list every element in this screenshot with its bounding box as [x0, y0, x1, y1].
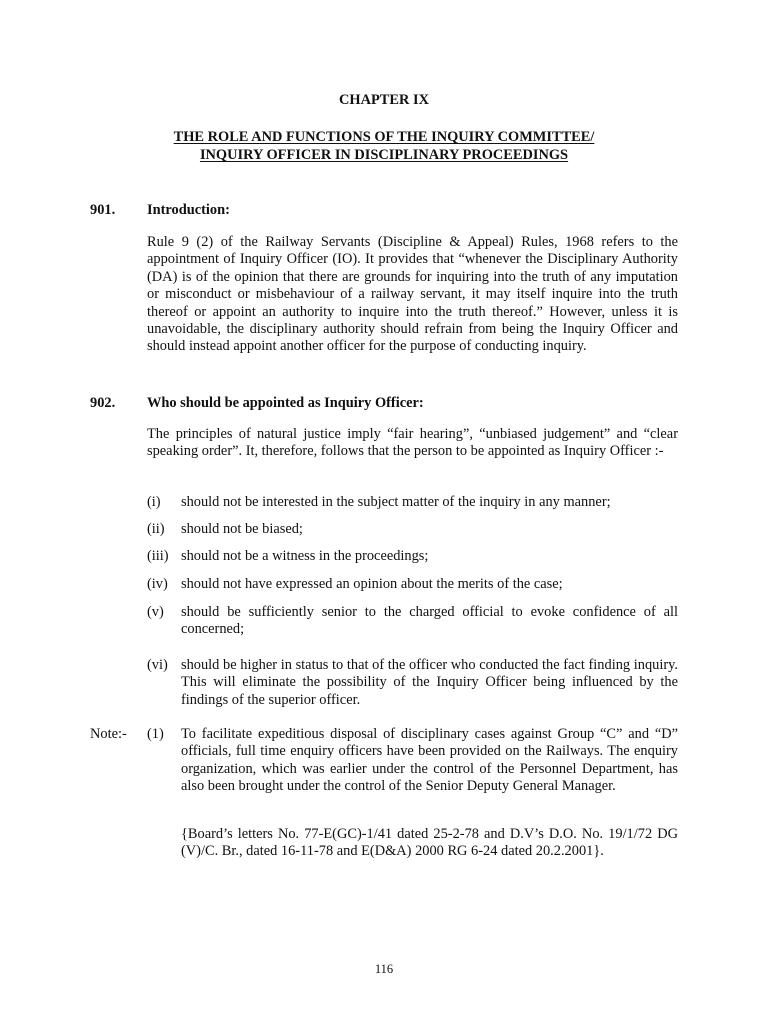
note-number: (1) [147, 726, 164, 742]
list-item-text: should not have expressed an opinion about the merits of the case; [181, 576, 563, 592]
note-reference: {Board’s letters No. 77-E(GC)-1/41 dated 25-2-78 and D.V’s D.O. No. 19/1/72 DG (V)/C. Br., dated 16-11-78 and E(D&A) 2000 RG 6-24 dated 20.2.2001}. [181, 826, 678, 860]
list-item-number: (i) [147, 494, 161, 510]
section-number-901: 901. [90, 202, 116, 218]
page-number: 116 [374, 962, 394, 976]
chapter-heading: CHAPTER IX [339, 92, 429, 108]
section-number-902: 902. [90, 395, 116, 411]
note-text: To facilitate expeditious disposal of disciplinary cases against Group “C” and “D” officials, full time enquiry officers have been provided on the Railways. The enquiry organization, which was earlier under the control of the Personnel Department, has also been brought under the control of the Senior Deputy General Manager. [181, 726, 678, 795]
list-item-text: should be sufficiently senior to the charged official to evoke confidence of all concerned; [181, 604, 678, 638]
list-item-text: should not be biased; [181, 521, 303, 537]
list-item-number: (ii) [147, 521, 165, 537]
list-item-number: (v) [147, 604, 164, 620]
chapter-title-line-1: THE ROLE AND FUNCTIONS OF THE INQUIRY COMMITTEE/ [173, 129, 595, 145]
chapter-title-2 [0, 147, 768, 164]
list-item-text: should not be interested in the subject matter of the inquiry in any manner; [181, 494, 611, 510]
note-label: Note:- [90, 726, 127, 742]
chapter-title [0, 129, 768, 146]
list-item-text: should be higher in status to that of the officer who conducted the fact finding inquiry. This will eliminate the possibility of the Inquiry Officer being influenced by the findings of the superior officer. [181, 657, 678, 708]
list-item-text: should not be a witness in the proceedings; [181, 548, 429, 564]
list-item-number: (iv) [147, 576, 168, 592]
section-title-who-should-be-appointed: Who should be appointed as Inquiry Officer: [147, 395, 424, 411]
section-title-introduction: Introduction: [147, 202, 230, 218]
chapter-title-line-2: INQUIRY OFFICER IN DISCIPLINARY PROCEEDINGS [199, 147, 569, 163]
section-901-body: Rule 9 (2) of the Railway Servants (Discipline & Appeal) Rules, 1968 refers to the appointment of Inquiry Officer (IO). It provides that “whenever the Disciplinary Authority (DA) is of the opinion that there are grounds for inquiring into the truth of any imputation or misconduct or misbehaviour of a railway servant, it may itself inquire into the truth thereof or appoint an authority to inquire into the truth thereof.” However, unless it is unavoidable, the disciplinary authority should refrain from being the Inquiry Officer and should instead appoint another officer for the purpose of conducting inquiry. [147, 234, 678, 355]
section-902-body: The principles of natural justice imply “fair hearing”, “unbiased judgement” and “clear speaking order”. It, therefore, follows that the person to be appointed as Inquiry Officer :- [147, 426, 678, 460]
list-item-number: (vi) [147, 657, 168, 673]
list-item-number: (iii) [147, 548, 169, 564]
